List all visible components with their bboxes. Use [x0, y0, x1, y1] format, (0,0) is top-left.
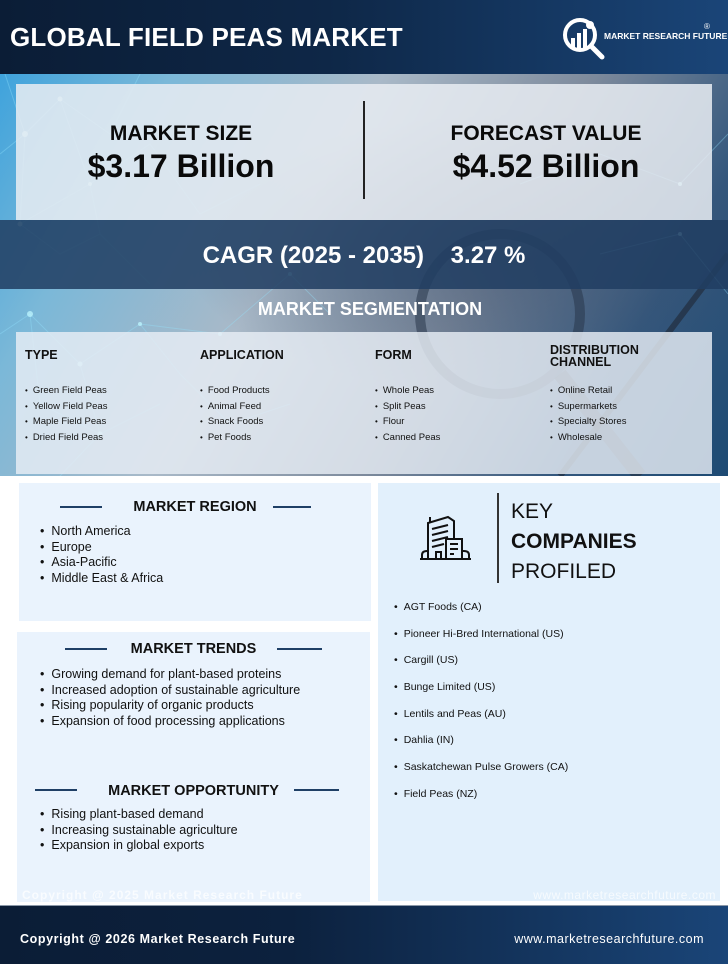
opportunity-item: • Increasing sustainable agriculture: [40, 823, 238, 839]
trend-item: • Increased adoption of sustainable agriculture: [40, 683, 300, 699]
segment-item: • Dried Field Peas: [25, 432, 107, 448]
segment-item: • Whole Peas: [375, 385, 440, 401]
opportunity-list: [40, 807, 238, 854]
region-list: [40, 524, 163, 586]
watermark-website: www.marketresearchfuture.com: [533, 888, 716, 902]
trend-item: • Growing demand for plant-based proteins: [40, 667, 300, 683]
region-item: • Europe: [40, 540, 163, 556]
trend-item: • Expansion of food processing applications: [40, 714, 300, 730]
company-item: • Field Peas (NZ): [394, 788, 568, 815]
key-companies-panel: [378, 483, 720, 901]
segment-list: [200, 385, 270, 448]
company-item: • AGT Foods (CA): [394, 601, 568, 628]
segment-application: [200, 332, 370, 474]
segment-item: • Specialty Stores: [550, 416, 626, 432]
segment-list: [550, 385, 626, 448]
forecast-block: [381, 122, 711, 185]
market-opportunity-heading: [17, 782, 370, 800]
watermark-copyright: Copyright @ 2025 Market Research Future: [22, 888, 303, 902]
market-size-label: MARKET SIZE: [109, 122, 253, 145]
key-companies-title: [511, 497, 637, 587]
key-companies-title-line1: KEY: [511, 500, 554, 523]
heading-rule-right: [294, 789, 339, 791]
segment-item: • Maple Field Peas: [25, 416, 107, 432]
forecast-label: FORECAST VALUE: [450, 122, 642, 145]
segment-item: • Food Products: [200, 385, 270, 401]
segment-item: • Yellow Field Peas: [25, 401, 107, 417]
market-region-title: MARKET REGION: [133, 499, 257, 515]
key-companies-title-line3: PROFILED: [511, 560, 617, 583]
logo-text: MARKET RESEARCH FUTURE: [604, 31, 728, 41]
footer-website-link[interactable]: www.marketresearchfuture.com: [514, 932, 704, 946]
segment-list: [25, 385, 107, 448]
segment-distribution-channel: [550, 332, 720, 474]
segmentation-title: MARKET SEGMENTATION: [257, 299, 483, 319]
cagr-text: CAGR (2025 - 2035) 3.27 %: [202, 242, 526, 269]
opportunity-item: • Expansion in global exports: [40, 838, 238, 854]
segment-item: • Snack Foods: [200, 416, 270, 432]
brand-logo[interactable]: [562, 16, 728, 60]
market-trends-panel: [17, 632, 370, 902]
company-item: • Pioneer Hi-Bred International (US): [394, 628, 568, 655]
market-trends-title: MARKET TRENDS: [130, 641, 257, 657]
stats-divider: [363, 101, 365, 199]
opportunity-item: • Rising plant-based demand: [40, 807, 238, 823]
hero-section: [0, 74, 728, 476]
segment-item: • Flour: [375, 416, 440, 432]
trends-list: [40, 667, 300, 729]
segment-item: • Wholesale: [550, 432, 626, 448]
key-companies-divider: [497, 493, 499, 583]
footer-bar: [0, 905, 728, 964]
company-item: • Saskatchewan Pulse Growers (CA): [394, 761, 568, 788]
segment-item: • Supermarkets: [550, 401, 626, 417]
market-size-value: $3.17 Billion: [87, 148, 275, 184]
segment-item: • Green Field Peas: [25, 385, 107, 401]
region-item: • North America: [40, 524, 163, 540]
segment-heading: APPLICATION: [200, 348, 284, 362]
segment-item: • Animal Feed: [200, 401, 270, 417]
region-item: • Asia-Pacific: [40, 555, 163, 571]
magnifier-chart-logo-icon: [562, 16, 606, 60]
page-title: GLOBAL FIELD PEAS MARKET: [10, 22, 403, 52]
heading-rule-right: [273, 506, 311, 508]
trend-item: • Rising popularity of organic products: [40, 698, 300, 714]
market-opportunity-title: MARKET OPPORTUNITY: [108, 783, 279, 799]
region-item: • Middle East & Africa: [40, 571, 163, 587]
segment-heading: [550, 344, 639, 368]
segment-heading: TYPE: [25, 348, 58, 362]
market-size-block: [16, 122, 346, 185]
market-region-heading: [19, 498, 371, 516]
company-item: • Dahlia (IN): [394, 734, 568, 761]
segment-form: [375, 332, 545, 474]
registered-mark: ®: [704, 22, 710, 31]
segment-heading: FORM: [375, 348, 412, 362]
segment-item: • Split Peas: [375, 401, 440, 417]
segmentation-panel: [16, 332, 712, 474]
company-list: [394, 601, 568, 815]
company-item: • Lentils and Peas (AU): [394, 708, 568, 735]
footer-copyright: Copyright @ 2026 Market Research Future: [20, 932, 296, 946]
market-region-panel: [19, 483, 371, 621]
segment-item: • Online Retail: [550, 385, 626, 401]
company-item: • Bunge Limited (US): [394, 681, 568, 708]
stats-panel: [16, 84, 712, 220]
segment-item: • Canned Peas: [375, 432, 440, 448]
segment-heading-line1: DISTRIBUTION: [550, 343, 639, 357]
forecast-value: $4.52 Billion: [452, 148, 640, 184]
segment-item: • Pet Foods: [200, 432, 270, 448]
company-item: • Cargill (US): [394, 654, 568, 681]
key-companies-title-line2: COMPANIES: [511, 530, 637, 553]
segment-type: [25, 332, 195, 474]
heading-rule-right: [277, 648, 322, 650]
office-building-icon: [418, 509, 474, 565]
segment-list: [375, 385, 440, 448]
segment-heading-line2: CHANNEL: [550, 355, 612, 369]
cagr-band: [0, 220, 728, 289]
header-bar: [0, 0, 728, 74]
